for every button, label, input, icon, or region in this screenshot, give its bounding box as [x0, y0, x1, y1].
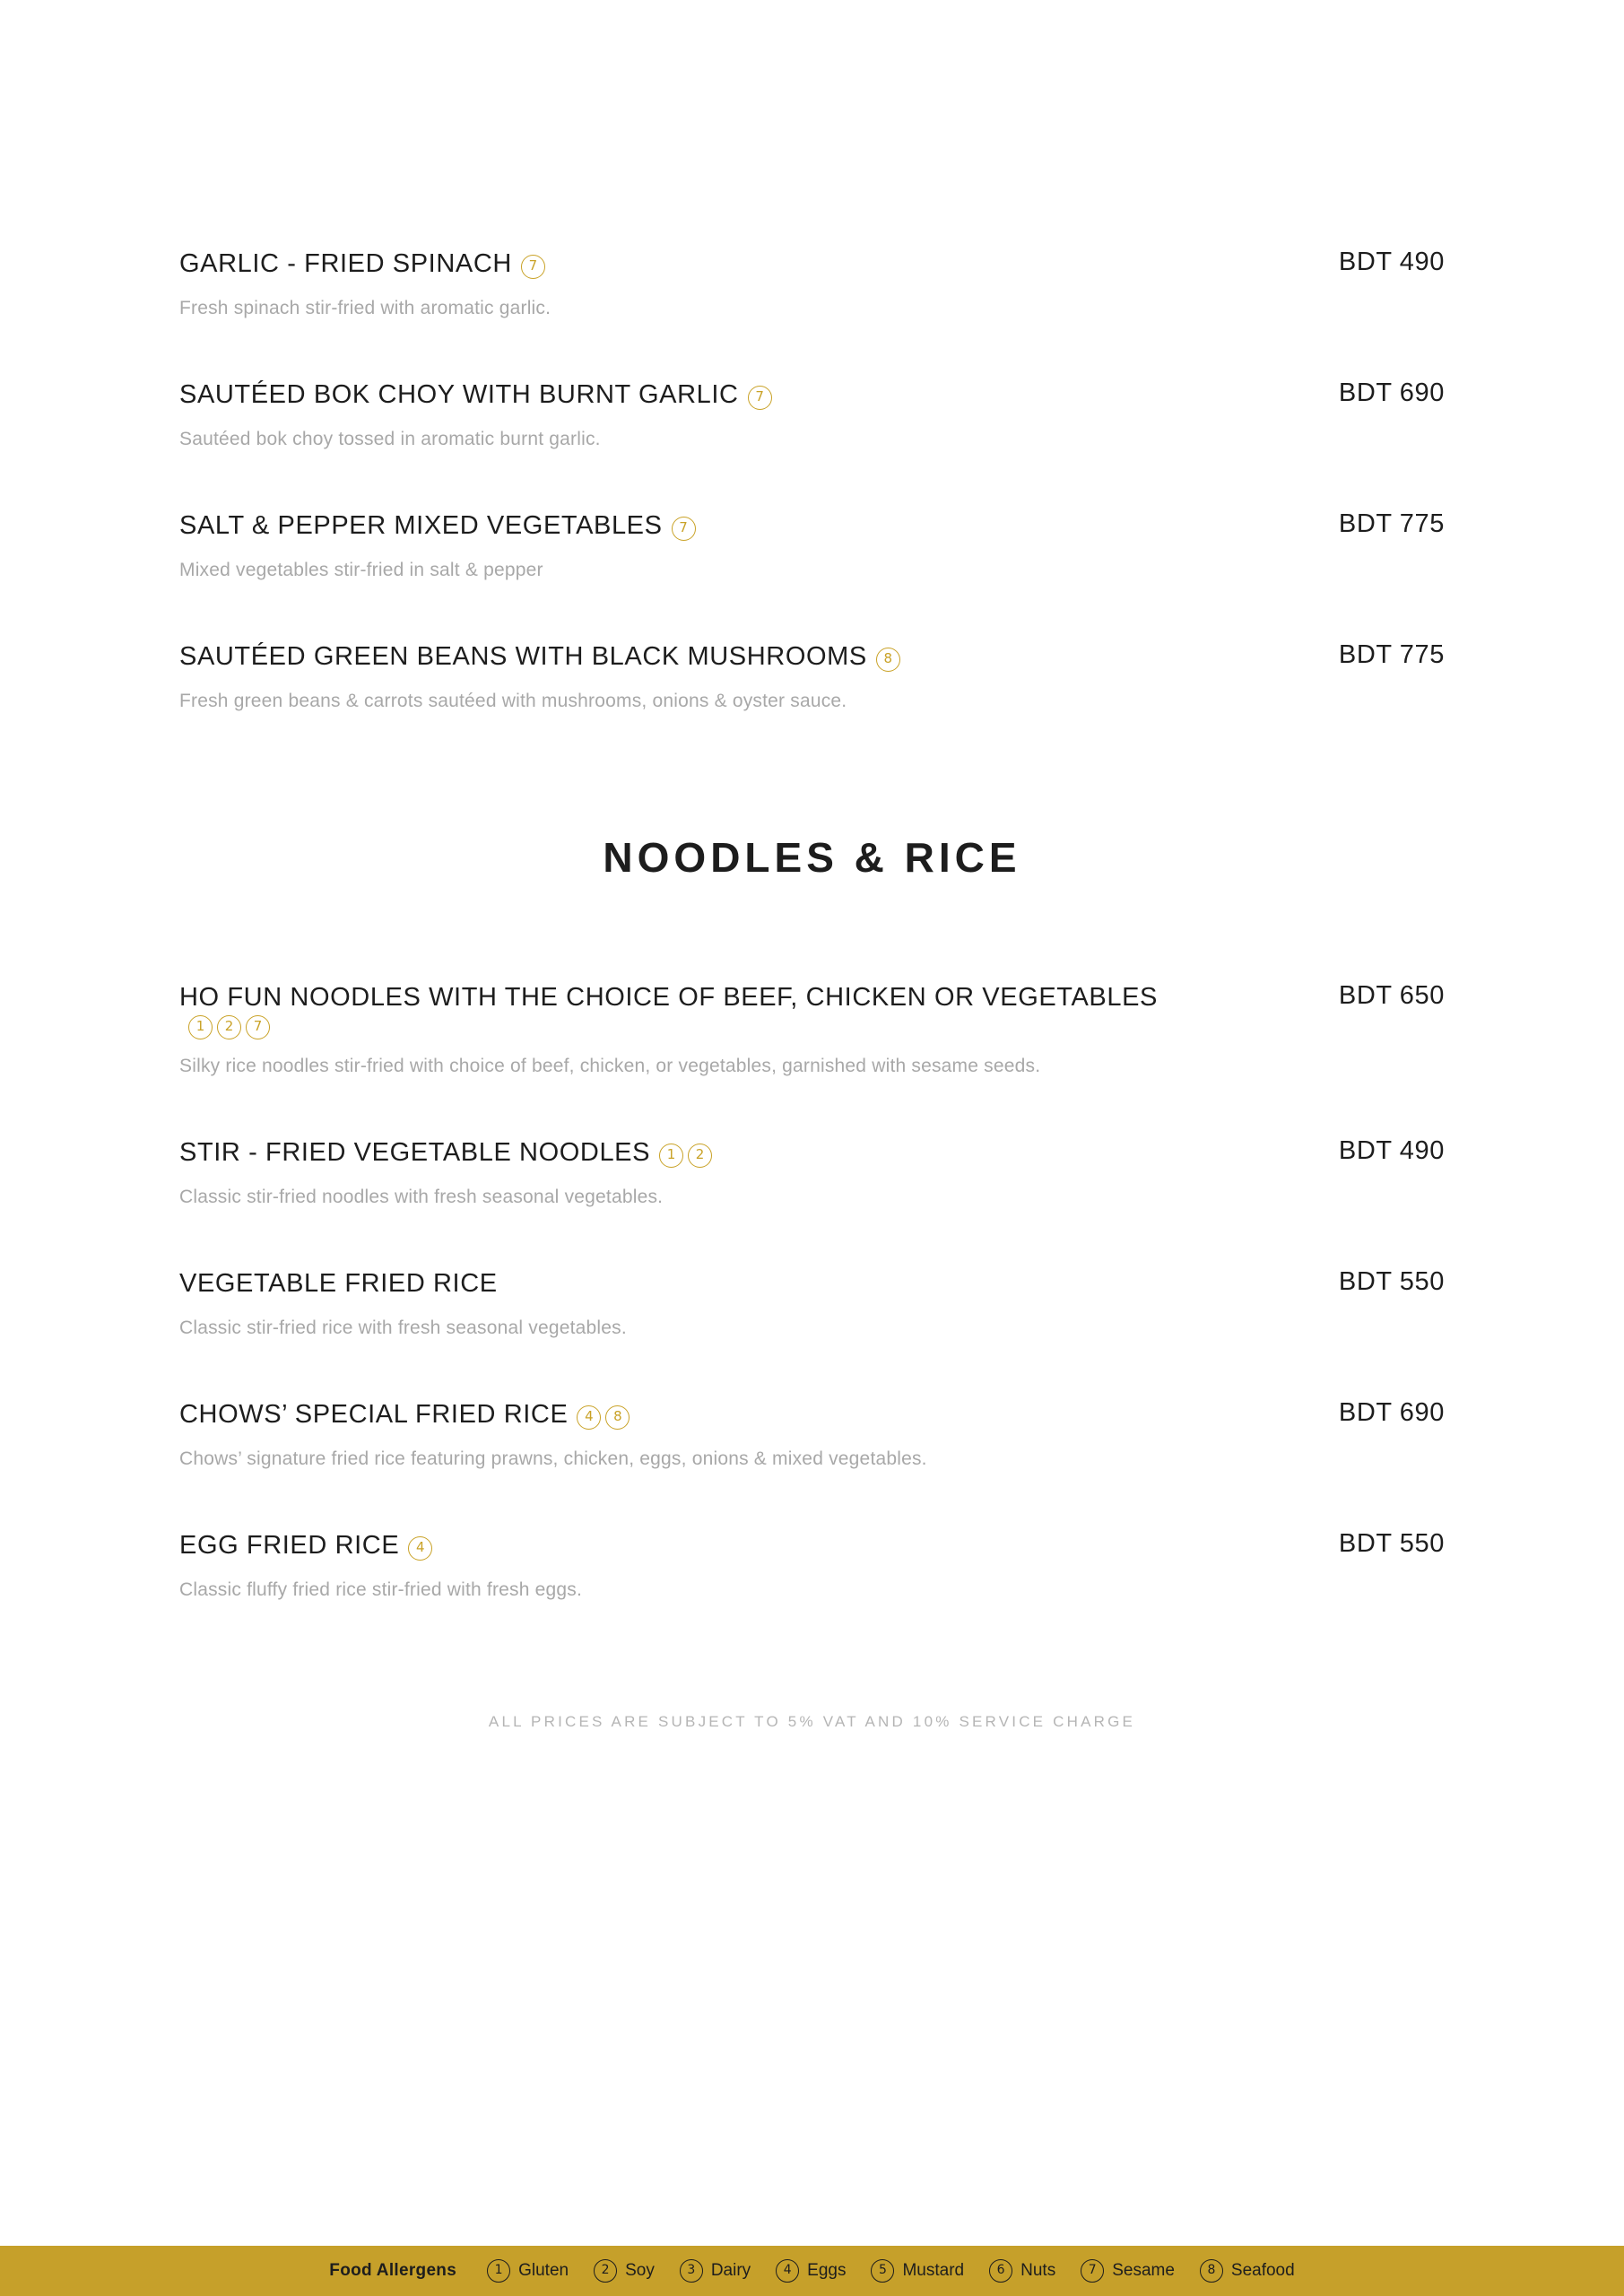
menu-item-heading [179, 980, 1202, 1039]
menu-items-noodles-rice [179, 980, 1445, 1605]
allergen-badge: 8 [605, 1405, 630, 1430]
menu-item-allergens [408, 1536, 437, 1561]
menu-item-price: BDT 490 [1338, 248, 1445, 276]
allergen-legend-number: 3 [680, 2259, 703, 2283]
menu-item-row [179, 1528, 1445, 1563]
menu-item-description: Classic stir-fried noodles with fresh seasonal vegetables. [179, 1187, 664, 1208]
allergen-legend-entry [680, 2259, 751, 2283]
menu-item-title: STIR - FRIED VEGETABLE NOODLES [179, 1137, 651, 1167]
menu-item-description: Mixed vegetables stir-fried in salt & pepper [179, 560, 543, 581]
menu-item-price: BDT 775 [1338, 639, 1445, 669]
allergen-legend-entry [1200, 2259, 1295, 2283]
menu-item [179, 509, 1445, 586]
menu-item-allergens [188, 1015, 274, 1039]
allergen-legend-number: 5 [871, 2259, 894, 2283]
section-heading-noodles-rice: NOODLES & RICE [603, 833, 1021, 881]
menu-item-price: BDT 550 [1338, 1528, 1445, 1558]
menu-item-heading [179, 1528, 437, 1563]
menu-item-row [179, 1397, 1445, 1432]
menu-item [179, 1135, 1445, 1213]
menu-item-description: Classic fluffy fried rice stir-fried with fresh eggs. [179, 1579, 583, 1601]
menu-item-price: BDT 490 [1338, 1135, 1445, 1165]
menu-item-heading [179, 1397, 634, 1432]
menu-item [179, 247, 1445, 324]
menu-item-price: BDT 550 [1338, 1266, 1445, 1296]
menu-item-price: BDT 690 [1338, 378, 1445, 407]
menu-item-description: Chows’ signature fried rice featuring prawns, chicken, eggs, onions & mixed vegetables. [179, 1448, 927, 1470]
allergen-badge: 4 [408, 1536, 432, 1561]
allergen-legend-entry [487, 2259, 569, 2283]
menu-items-top [179, 247, 1445, 717]
allergen-badge: 7 [672, 517, 696, 541]
menu-item-title: SAUTÉED GREEN BEANS WITH BLACK MUSHROOMS [179, 641, 867, 671]
allergen-legend-number: 1 [487, 2259, 510, 2283]
menu-item-allergens [876, 648, 905, 672]
allergen-badge: 8 [876, 648, 900, 672]
allergen-badge: 4 [577, 1405, 601, 1430]
allergen-badge: 7 [748, 386, 772, 410]
menu-item-row [179, 509, 1445, 544]
menu-item-allergens [659, 1144, 716, 1168]
menu-item-price: BDT 775 [1338, 509, 1445, 538]
allergen-badge: 7 [246, 1015, 270, 1039]
allergen-legend-label: Dairy [710, 2261, 751, 2280]
menu-item-price: BDT 650 [1338, 980, 1445, 1010]
allergen-legend-label: Soy [625, 2261, 655, 2280]
menu-item-title: VEGETABLE FRIED RICE [179, 1268, 498, 1298]
allergen-legend-bar [0, 2246, 1624, 2296]
allergen-legend-entry [989, 2259, 1055, 2283]
menu-item [179, 1397, 1445, 1474]
allergen-legend-number: 6 [989, 2259, 1012, 2283]
allergen-legend-number: 7 [1081, 2259, 1104, 2283]
allergen-legend-number: 2 [594, 2259, 617, 2283]
menu-item-heading [179, 378, 777, 413]
allergen-badge: 1 [188, 1015, 213, 1039]
allergen-legend-label: Sesame [1112, 2261, 1175, 2280]
allergen-badge: 1 [659, 1144, 683, 1168]
allergen-legend-entry [594, 2259, 655, 2283]
allergen-badge: 2 [217, 1015, 241, 1039]
menu-item-heading [179, 509, 700, 544]
menu-item [179, 378, 1445, 455]
menu-item [179, 980, 1445, 1082]
menu-item-allergens [672, 517, 700, 541]
allergen-legend-label: Seafood [1230, 2261, 1295, 2280]
menu-item-row [179, 247, 1445, 282]
menu-item [179, 639, 1445, 717]
menu-item-allergens [748, 386, 777, 410]
menu-item-allergens [577, 1405, 634, 1430]
menu-item-description: Fresh spinach stir-fried with aromatic garlic. [179, 298, 551, 319]
menu-item-title: SAUTÉED BOK CHOY WITH BURNT GARLIC [179, 379, 739, 409]
allergen-legend-number: 4 [776, 2259, 799, 2283]
menu-item-title: CHOWS’ SPECIAL FRIED RICE [179, 1399, 569, 1429]
menu-item-row [179, 1135, 1445, 1170]
menu-item-allergens [521, 255, 550, 279]
menu-item-description: Silky rice noodles stir-fried with choice of beef, chicken, or vegetables, garnished with sesame seeds. [179, 1056, 1041, 1077]
menu-item-heading [179, 247, 550, 282]
menu-item-heading [179, 1135, 716, 1170]
menu-item-row [179, 1266, 1445, 1301]
menu-item [179, 1266, 1445, 1344]
allergen-badge: 2 [688, 1144, 712, 1168]
menu-item-row [179, 378, 1445, 413]
menu-item [179, 1528, 1445, 1605]
allergen-legend-label: Mustard [902, 2261, 965, 2280]
menu-item-description: Fresh green beans & carrots sautéed with mushrooms, onions & oyster sauce. [179, 691, 847, 712]
menu-item-description: Sautéed bok choy tossed in aromatic burnt garlic. [179, 429, 601, 450]
allergen-legend-entry [776, 2259, 846, 2283]
allergen-legend-entries [487, 2259, 1295, 2283]
menu-item-title: SALT & PEPPER MIXED VEGETABLES [179, 510, 663, 540]
menu-item-row [179, 980, 1445, 1039]
allergen-legend-label: Eggs [807, 2261, 847, 2280]
allergen-legend-title: Food Allergens [329, 2261, 457, 2280]
allergen-legend-label: Nuts [1020, 2261, 1056, 2280]
menu-item-heading [179, 639, 905, 674]
allergen-legend-entry [1081, 2259, 1175, 2283]
menu-item-title: GARLIC - FRIED SPINACH [179, 249, 512, 278]
vat-service-charge-note: ALL PRICES ARE SUBJECT TO 5% VAT AND 10% SERVICE CHARGE [488, 1712, 1136, 1730]
allergen-legend-number: 8 [1200, 2259, 1223, 2283]
menu-item-title: HO FUN NOODLES WITH THE CHOICE OF BEEF, CHICKEN OR VEGETABLES [179, 982, 1158, 1012]
menu-item-price: BDT 690 [1338, 1397, 1445, 1427]
menu-item-heading [179, 1266, 498, 1301]
allergen-legend-label: Gluten [518, 2261, 569, 2280]
menu-item-description: Classic stir-fried rice with fresh seasonal vegetables. [179, 1318, 627, 1339]
menu-item-title: EGG FRIED RICE [179, 1530, 400, 1560]
allergen-legend-entry [871, 2259, 964, 2283]
menu-item-row [179, 639, 1445, 674]
allergen-badge: 7 [521, 255, 545, 279]
